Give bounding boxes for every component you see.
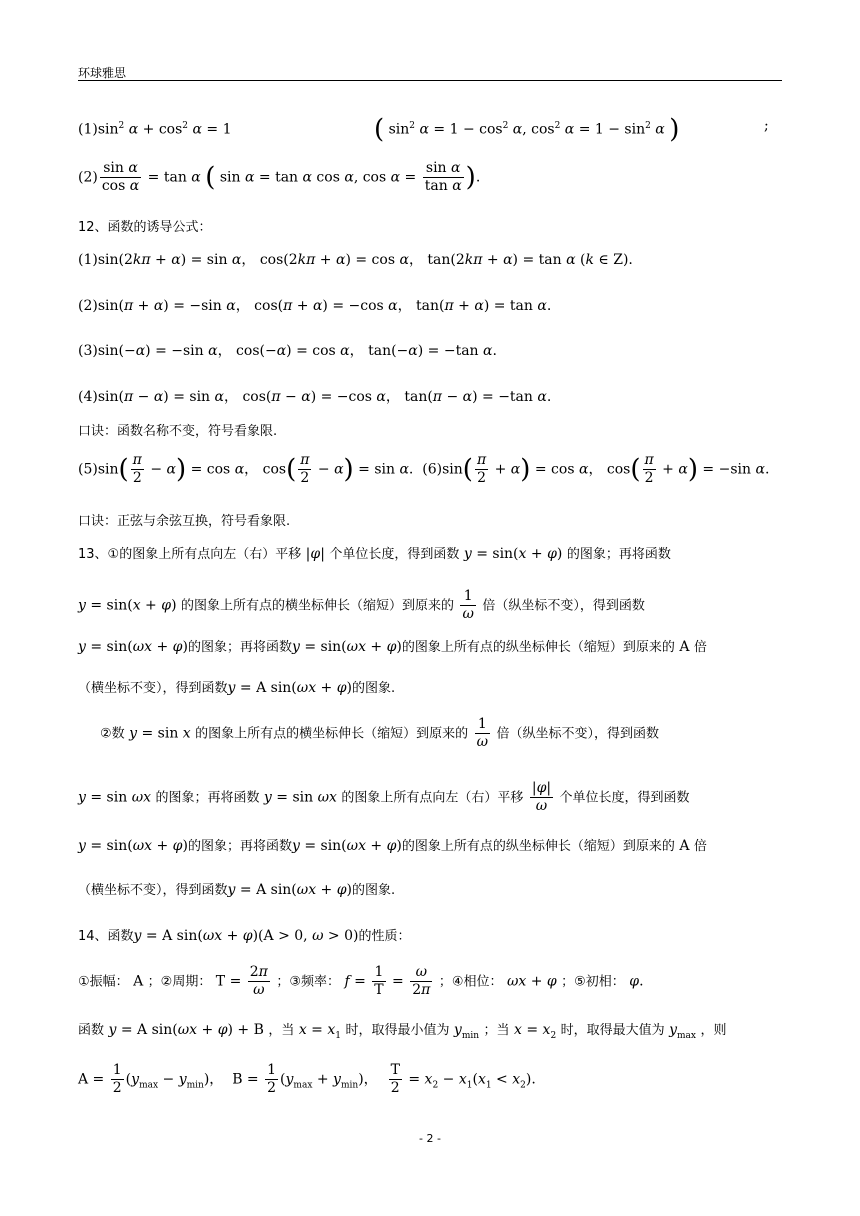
induction-formula-5-6: (5)sin( $\frac{\pi}{2}$ − α) = cos α， cos( $\frac{\pi}{2}$ − α) = sin α. (6)sin( $\frac{\pi}{2}$ + α) = cos α， cos( $\frac{\pi}{2}$ + α) = −sin α. xyxy=(78,452,770,486)
s13-text: （横坐标不变），得到函数 xyxy=(78,681,228,696)
s14-text: 时，取得最大值为 xyxy=(560,1023,665,1038)
mnemonic-2: 口诀：正弦与余弦互换，符号看象限. xyxy=(78,514,291,529)
s14-text: ；⑤初相： xyxy=(561,974,625,990)
mnemonic-1: 口诀：函数名称不变，符号看象限. xyxy=(78,424,278,439)
s13-line-5: ②数 y = sin x 的图象上所有点的横坐标伸长（缩短）到原来的 $\frac{1}{\omega}$ 倍（纵坐标不变），得到函数 xyxy=(100,716,660,750)
s13-text: 的图象；再将函数 xyxy=(566,547,671,562)
s13-line-3: y = sin(ωx + φ)的图象；再将函数y = sin(ωx + φ)的图象上所有点的纵坐标伸长（缩短）到原来的 A 倍 xyxy=(78,639,707,655)
s14-line-3: 函数 y = A sin(ωx + φ) + B ，当 $x = x_1$ 时，取得最小值为 $y_{min}$ ；当 $x = x_2$ 时，取得最大值为 $y_{max}$ ，则 xyxy=(78,1022,727,1041)
s14-text: ；当 xyxy=(483,1023,510,1038)
s13-text: 的图象；再将函数 xyxy=(187,640,292,655)
s14-text: ；②周期： xyxy=(147,974,212,990)
induction-formula-2: (2)sin(π + α) = −sin α， cos(π + α) = −cos α， tan(π + α) = tan α. xyxy=(78,298,552,314)
header-title: 环球雅思 xyxy=(78,66,127,80)
s13-line-7: y = sin(ωx + φ)的图象；再将函数y = sin(ωx + φ)的图象上所有点的纵坐标伸长（缩短）到原来的 A 倍 xyxy=(78,838,707,854)
s13-line-8: （横坐标不变），得到函数y = A sin(ωx + φ)的图象. xyxy=(78,882,396,898)
s13-text: （横坐标不变），得到函数 xyxy=(78,883,228,898)
s14-text: ；③频率： xyxy=(276,974,340,990)
s13-text: 个单位长度，得到函数 xyxy=(559,790,690,806)
s13-text: 倍 xyxy=(693,640,707,655)
s14-text: 函数 xyxy=(78,1023,105,1038)
identity-line-2: (2) $\frac{\text{sin α}}{\text{cos α}}$ = tan α ( sin α = tan α cos α, cos α = $\frac{\text{sin α}}{\text{tan α}}$ ). xyxy=(78,160,481,194)
s14-text: 14、函数 xyxy=(78,929,134,944)
s13-text: 倍 xyxy=(693,839,707,854)
induction-formula-3: (3)sin(−α) = −sin α， cos(−α) = cos α， tan(−α) = −tan α. xyxy=(78,343,497,359)
identity-line-1: $(1)\sin^2$ $\alpha + \cos^2 \alpha = 1$ ( $\sin^2 \alpha = 1 - \cos^2 \alpha$, $\cos^2 \alpha = 1 - \sin^2 \alpha$ ) ; xyxy=(78,114,769,145)
s13-text: 的图象上所有点向左（右）平移 xyxy=(341,790,524,806)
s14-text: 时，取得最小值为 xyxy=(345,1023,450,1038)
header-divider xyxy=(78,80,782,81)
s13-line-4: （横坐标不变），得到函数y = A sin(ωx + φ)的图象. xyxy=(78,680,396,696)
s13-text: 的图象上所有点的横坐标伸长（缩短）到原来的 xyxy=(195,726,469,742)
s13-text: 倍（纵坐标不变），得到函数 xyxy=(482,598,645,614)
s13-text: ②数 xyxy=(100,726,125,742)
section-12-title: 12、函数的诱导公式： xyxy=(78,220,212,235)
s14-line-4: A = $\frac{1}{2}$ $(y_{max} - y_{min})$， B = $\frac{1}{2}$ $(y_{max} + y_{min})$， $\frac{T}{2}$ = $x_2 - x_1(x_1 < x_2)$. xyxy=(78,1062,536,1096)
s13-text: 的图象；再将函数 xyxy=(155,790,260,806)
induction-formula-1: (1)sin(2kπ + α) = sin α， cos(2kπ + α) = cos α， tan(2kπ + α) = tan α (k ∈ Z). xyxy=(78,252,633,268)
induction-formula-4: (4)sin(π − α) = sin α， cos(π − α) = −cos α， tan(π − α) = −tan α. xyxy=(78,389,552,405)
page-number: - 2 - xyxy=(419,1132,441,1145)
s13-text: 的图象上所有点的纵坐标伸长（缩短）到原来的 xyxy=(401,640,675,655)
s13-text: 的图象上所有点的纵坐标伸长（缩短）到原来的 xyxy=(401,839,675,854)
s13-line-2: y = sin(x + φ) 的图象上所有点的横坐标伸长（缩短）到原来的 $\frac{1}{\omega}$ 倍（纵坐标不变），得到函数 xyxy=(78,588,645,622)
s13-text: 倍（纵坐标不变），得到函数 xyxy=(496,726,660,742)
s13-text: 的图象上所有点的横坐标伸长（缩短）到原来的 xyxy=(180,598,454,614)
s13-line-6: y = sin ωx 的图象；再将函数 y = sin ωx 的图象上所有点向左（右）平移 $\frac{|\varphi|}{\omega}$ 个单位长度，得到函数 xyxy=(78,780,690,814)
s14-text: 的性质： xyxy=(358,929,411,944)
s13-text: 的图象；再将函数 xyxy=(187,839,292,854)
s13-line-1: 13、①的图象上所有点向左（右）平移 |φ| 个单位长度，得到函数 y = sin(x + φ) 的图象；再将函数 xyxy=(78,546,671,562)
s14-text: ；④相位： xyxy=(438,974,503,990)
s13-text: 的图象. xyxy=(352,681,396,696)
s14-text: ，当 xyxy=(268,1023,295,1038)
s14-title: 14、函数y = A sin(ωx + φ)(A > 0, ω > 0)的性质： xyxy=(78,928,411,944)
s14-text: ，则 xyxy=(700,1023,727,1038)
s13-text: 的图象. xyxy=(352,883,396,898)
s14-text: ①振幅： xyxy=(78,974,129,990)
s13-text: 13、①的图象上所有点向左（右）平移 xyxy=(78,547,302,562)
s14-line-2: ①振幅： A ；②周期： T = $\frac{2\pi}{\omega}$ ；③频率： f = $\frac{1}{T}$ = $\frac{\omega}{2\pi}$ ；④相位： ωx + φ ；⑤初相： φ. xyxy=(78,964,644,998)
s13-text: 个单位长度，得到函数 xyxy=(329,547,460,562)
